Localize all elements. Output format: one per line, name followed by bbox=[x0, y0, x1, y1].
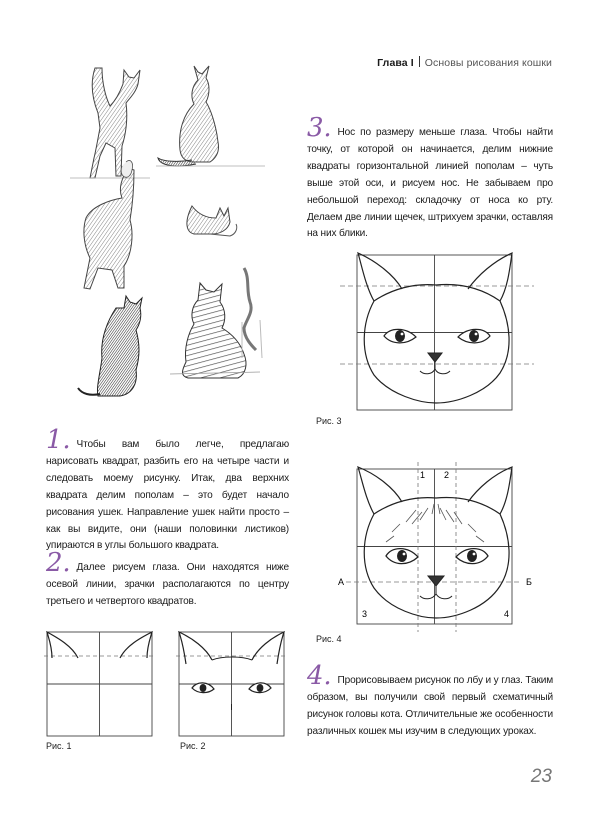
figure-2-grid-with-eyes bbox=[176, 628, 288, 738]
cat-sketch-standing bbox=[70, 68, 150, 178]
figure-4-detailed-cat-head bbox=[336, 462, 546, 638]
figure-3-caption: Рис. 3 bbox=[316, 416, 342, 426]
step-1-number: 1. bbox=[46, 425, 71, 455]
chapter-topic: Основы рисования кошки bbox=[424, 57, 552, 69]
step-2-text bbox=[46, 548, 289, 611]
step-2-body: Далее рисуем глаза. Они находятся ниже осевой линии, зрачки располагаются по центру третьего и четвертого квадратов. bbox=[46, 562, 289, 607]
figure-1-caption: Рис. 1 bbox=[46, 741, 72, 751]
step-1-body: Чтобы вам было легче, предлагаю нарисовать квадрат, разбить его на четыре части и следовать моему рисунку. Итак, два верхних квадрата делим пополам – это будет начало рисования ушек. Направление ушек найти просто – как вы видите, они (наши половинки листиков) упираются в углы большого квадрата. bbox=[46, 439, 289, 552]
step-4-text bbox=[307, 661, 553, 741]
cat-sketch-lying bbox=[187, 206, 237, 236]
step-4-body: Прорисовываем рисунок по лбу и у глаз. Таким образом, вы получили свой первый схематичный рисунок головы кота. Отличительные же особенности различных кошек мы изучим в следующих уроках. bbox=[307, 675, 553, 737]
cat-sketch-rear-view bbox=[84, 160, 134, 289]
step-3-body: Нос по размеру меньше глаза. Чтобы найти точку, от которой он начинается, делим нижние квадраты горизонтальной линией пополам – чуть выше этой оси, и рисуем нос. Не забываем про небольшой переход: складочку от носа ко рту. Делаем две линии щечек, штрихуем зрачки, оставляя на них блики. bbox=[307, 127, 553, 240]
figure-4-label-4: 4 bbox=[504, 609, 510, 619]
figure-4-label-2: 2 bbox=[444, 470, 450, 480]
step-1-text bbox=[46, 425, 289, 555]
figure-4-label-b: Б bbox=[526, 577, 532, 587]
cat-sketch-black-cat bbox=[78, 296, 142, 396]
step-2-number: 2. bbox=[46, 548, 71, 578]
figure-4-label-3: 3 bbox=[362, 609, 368, 619]
page-number: 23 bbox=[530, 766, 552, 787]
header-divider bbox=[419, 56, 420, 67]
cat-sketch-sitting-back bbox=[156, 66, 265, 166]
figure-4-label-1: 1 bbox=[420, 470, 426, 480]
cat-sketch-tabby-cat bbox=[170, 268, 262, 378]
cat-sketches-illustration bbox=[60, 58, 290, 403]
figure-4-label-a: А bbox=[338, 577, 345, 587]
chapter-label: Глава I bbox=[377, 57, 414, 69]
step-3-number: 3. bbox=[307, 113, 332, 143]
figure-4-caption: Рис. 4 bbox=[316, 634, 342, 644]
step-4-number: 4. bbox=[307, 661, 332, 691]
figure-2-caption: Рис. 2 bbox=[180, 741, 206, 751]
running-header bbox=[377, 56, 552, 69]
step-3-text bbox=[307, 113, 553, 243]
figure-3-cat-head-with-nose bbox=[340, 243, 540, 413]
figure-1-square-grid-ears bbox=[44, 628, 156, 738]
